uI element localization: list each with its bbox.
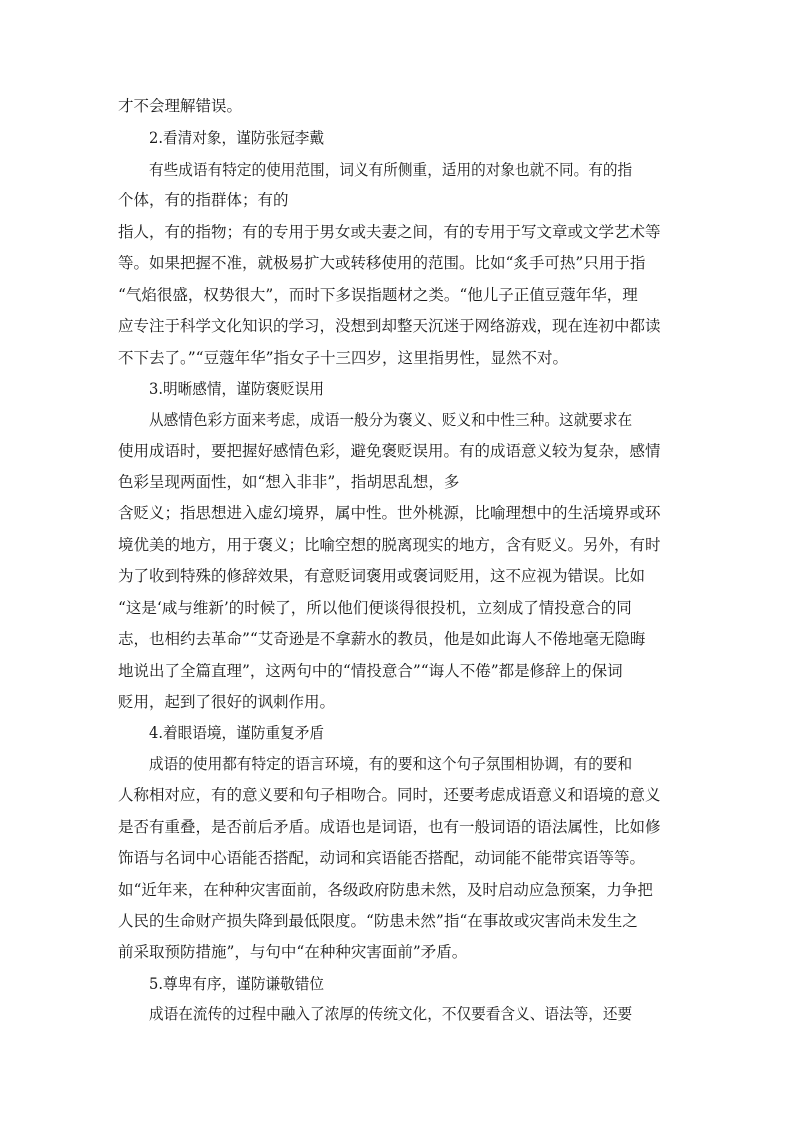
paragraph-line: 才不会理解错误。 — [118, 97, 243, 115]
paragraph-line: 前采取预防措施”，与句中“在种种灾害面前”矛盾。 — [118, 943, 468, 961]
paragraph-line: 贬用，起到了很好的讽刺作用。 — [118, 693, 336, 711]
section-heading: 5.尊卑有序，谨防谦敬错位 — [149, 975, 325, 993]
section-heading: 3.明晰感情，谨防褒贬误用 — [149, 380, 325, 398]
paragraph-line: 不下去了。”“豆蔻年华”指女子十三四岁，这里指男性，显然不对。 — [118, 349, 569, 367]
paragraph-line: 有些成语有特定的使用范围，词义有所侧重，适用的对象也就不同。有的指 — [149, 161, 633, 179]
section-heading: 4.着眼语境，谨防重复矛盾 — [149, 724, 325, 742]
paragraph-line: 使用成语时，要把握好感情色彩，避免褒贬误用。有的成语意义较为复杂，感情 — [118, 442, 661, 460]
paragraph-line: 成语在流传的过程中融入了浓厚的传统文化，不仅要看含义、语法等，还要 — [149, 1005, 633, 1023]
paragraph-line: 境优美的地方，用于褒义；比喻空想的脱离现实的地方，含有贬义。另外，有时 — [118, 536, 661, 554]
paragraph-line: 饰语与名词中心语能否搭配，动词和宾语能否搭配，动词能不能带宾语等等。 — [118, 849, 646, 867]
paragraph-line: 等。如果把握不准，就极易扩大或转移使用的范围。比如“炙手可热”只用于指 — [118, 254, 646, 272]
paragraph-line: 志，也相约去革命”“艾奇逊是不拿薪水的教员，他是如此诲人不倦地毫无隐晦 — [118, 630, 646, 648]
paragraph-line: 地说出了全篇直理”，这两句中的“情投意合”“诲人不倦”都是修辞上的保词 — [118, 662, 623, 680]
paragraph-line: “这是‘咸与维新’的时候了，所以他们便谈得很投机，立刻成了情投意合的同 — [118, 599, 632, 617]
paragraph-line: “气焰很盛，权势很大”，而时下多误指题材之类。“他儿子正值豆蔻年华，理 — [118, 286, 638, 304]
paragraph-line: 个体，有的指群体；有的 — [118, 191, 289, 209]
paragraph-line: 是否有重叠，是否前后矛盾。成语也是词语，也有一般词语的语法属性，比如修 — [118, 818, 661, 836]
paragraph-line: 人民的生命财产损失降到最低限度。“防患未然”指“在事故或灾害尚未发生之 — [118, 912, 638, 930]
paragraph-line: 应专注于科学文化知识的学习，没想到却整天沉迷于网络游戏，现在连初中都读 — [118, 317, 661, 335]
paragraph-line: 从感情色彩方面来考虑，成语一般分为褒义、贬义和中性三种。这就要求在 — [149, 411, 633, 429]
paragraph-line: 人称相对应，有的意义要和句子相吻合。同时，还要考虑成语意义和语境的意义 — [118, 786, 661, 804]
section-heading: 2.看清对象，谨防张冠李戴 — [149, 129, 325, 147]
paragraph-line: 含贬义；指思想进入虚幻境界，属中性。世外桃源，比喻理想中的生活境界或环 — [118, 504, 661, 522]
paragraph-line: 色彩呈现两面性，如“想入非非”，指胡思乱想，多 — [118, 473, 460, 491]
paragraph-line: 如“近年来，在种种灾害面前，各级政府防患未然，及时启动应急预案，力争把 — [118, 881, 653, 899]
paragraph-line: 为了收到特殊的修辞效果，有意贬词褒用或褒词贬用，这不应视为错误。比如 — [118, 567, 646, 585]
paragraph-line: 指人，有的指物；有的专用于男女或夫妻之间，有的专用于写文章或文学艺术等 — [118, 223, 661, 241]
paragraph-line: 成语的使用都有特定的语言环境，有的要和这个句子氛围相协调，有的要和 — [149, 755, 633, 773]
